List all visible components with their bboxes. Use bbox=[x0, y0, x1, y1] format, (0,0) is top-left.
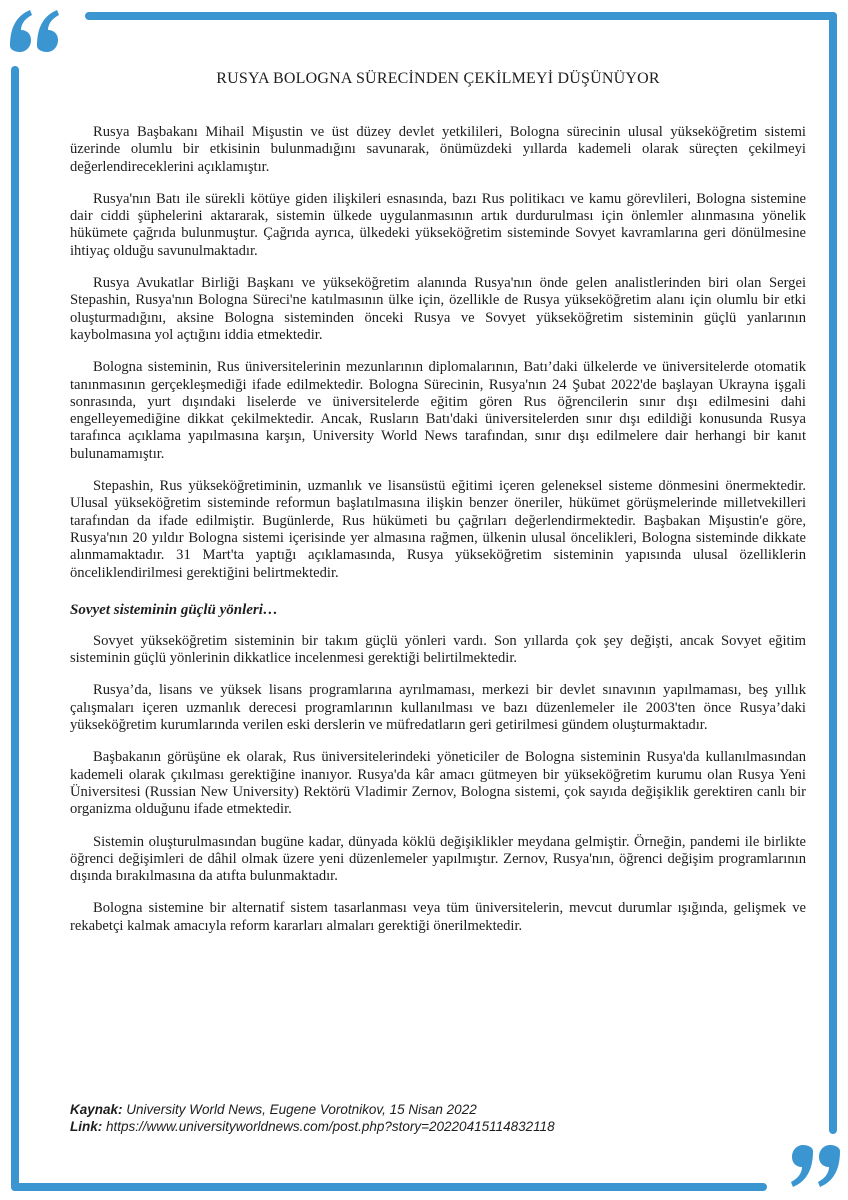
paragraph-soviet-strengths: Sovyet yükseköğretim sisteminin bir takım güçlü yönleri vardı. Son yıllarda çok şey değişti, ancak Sovyet eğitim sisteminin güçlü yönlerinin dikkatlice incelenmesi gerektiği belirtilmektedir. bbox=[70, 632, 806, 667]
paragraph-alternative: Bologna sistemine bir alternatif sistem tasarlanması veya tüm üniversitelerin, mevcut durumlar ışığında, gelişmek ve rekabetçi kalmak amacıyla reform kararları almaları gerektiği önerilmektedir. bbox=[70, 900, 806, 934]
open-quote-mark-right bbox=[37, 10, 59, 52]
close-quote-icon bbox=[784, 1143, 846, 1191]
frame-bottom-border bbox=[11, 1183, 767, 1191]
paragraph-west-relations: Rusya'nın Batı ile sürekli kötüye giden ilişkileri esnasında, bazı Rus politikacı ve kamu görevlileri, Bologna sistemine dair ciddi şüphelerini aktararak, sistemin ülkede uygulanmasının artık durdurulması için önlemler alınmasına yönelik hükümete çağrıda bulunmuştur. Çağrıda ayrıca, ülkedeki yükseköğretim sisteminde Sovyet kavramlarına geri dönülmesine ihtiyaç olduğu savunulmaktadır. bbox=[70, 190, 806, 259]
source-line bbox=[70, 1101, 770, 1118]
frame-top-border bbox=[85, 12, 837, 20]
open-quote-icon bbox=[4, 6, 66, 54]
section-heading: Sovyet sisteminin güçlü yönleri… bbox=[70, 601, 278, 618]
paragraph-stepashin-claim: Rusya Avukatlar Birliği Başkanı ve yükseköğretim alanında Rusya'nın önde gelen analistlerinden biri olan Sergei Stepashin, Rusya'nın Bologna Süreci'ne katılmasının ülke için, özellikle de Rusya yükseköğretim alanı için olumlu bir etki oluşturmadığını, aksine Bologna sisteminden önceki Rusya ve Sovyet yükseköğretim sisteminin güçlü yanlarının kaybolmasına yol açtığını iddia etmektedir. bbox=[70, 275, 806, 343]
open-quote-mark-left bbox=[10, 10, 32, 52]
close-quote-mark-left bbox=[818, 1145, 840, 1187]
source-text: University World News, Eugene Vorotnikov, 15 Nisan 2022 bbox=[126, 1102, 477, 1117]
article-body bbox=[70, 70, 806, 950]
source-label: Kaynak: bbox=[70, 1102, 123, 1117]
paragraph-stepashin-proposal: Stepashin, Rus yükseköğretiminin, uzmanlık ve lisansüstü eğitimi içeren geleneksel sisteme dönmesini önermektedir. Ulusal yükseköğretim sisteminde reformun başlatılmasına ilişkin benzer öneriler, hükümet görüşmelerinde milletvekilleri tarafından da ifade edilmiştir. Bugünlerde, Rus hükümeti bu çağrıları değerlendirmektedir. Başbakan Mişustin'e göre, Rusya'nın 20 yıldır Bologna sistemi içerisinde yer almasına rağmen, ülkenin ulusal öncelikleri, Bologna sisteminde dikkate alınmamaktadır. 31 Mart'ta yaptığı açıklamasında, Rusya yükseköğretim sisteminin yapısında ulusal özelliklerin önceliklendirilmesi gerektiğini belirtmektedir. bbox=[70, 478, 806, 581]
frame-right-border bbox=[829, 12, 837, 1134]
paragraph-diploma-recognition: Bologna sisteminin, Rus üniversitelerinin mezunlarının diplomalarının, Batı’daki ülkelerde ve üniversitelerde otomatik tanınmasının gerçekleşmediği ifade edilmektedir. Bologna Sürecinin, Rusya'nın 24 Şubat 2022'de başlayan Ukrayna işgali sonrasında, yurt dışındaki liselerde ve üniversitelerde eğitim gören Rus öğrencilerin sınır dışı edilmesini dahi engelleyemediğine dikkat çekilmektedir. Ancak, Rusların Batı'daki üniversitelerden sınır dışı edildiği konusunda Rusya tarafınca açıklama yapılmasına karşın, University World News tarafından, sınır dışı edilmelere dair herhangi bir kanıt bulunamamıştır. bbox=[70, 359, 806, 462]
paragraph-intro: Rusya Başbakanı Mihail Mişustin ve üst düzey devlet yetkilileri, Bologna sürecinin ulusal yükseköğretim sistemi üzerinde olumlu bir etkisinin bulunmadığını savunarak, önümüzdeki yıllarda kademeli olarak süreçten çekilmeyi değerlendireceklerini açıklamıştır. bbox=[70, 124, 806, 175]
link-label: Link: bbox=[70, 1119, 103, 1134]
close-quote-mark-right bbox=[791, 1145, 813, 1187]
frame-left-border bbox=[11, 66, 19, 1191]
paragraph-zernov: Başbakanın görüşüne ek olarak, Rus üniversitelerindeki yöneticiler de Bologna sisteminin Rusya'da kullanılmasından kademeli olarak çıkılması gerektiğine inanıyor. Rusya'da kâr amacı gütmeyen bir yükseköğretim kurumu olan Rusya Yeni Üniversitesi (Russian New University) Rektörü Vladimir Zernov, Bologna sistemi, çok sayıda değişiklik gerektiren canlı bir organizma olduğunu ifade etmektedir. bbox=[70, 749, 806, 818]
paragraph-agenda: Rusya’da, lisans ve yüksek lisans programlarına ayrılmaması, merkezi bir devlet sınavının yapılmaması, beş yıllık çalışmaları içeren uzmanlık derecesi programlarının kullanılması ve bazı düzenlemeler ile 2003'ten önce Rusya’daki yükseköğretim kurumlarında verilen eski derslerin ve müfredatların geri getirilmesi gündem oluşturmaktadır. bbox=[70, 682, 806, 734]
page-title: RUSYA BOLOGNA SÜRECİNDEN ÇEKİLMEYİ DÜŞÜNÜYOR bbox=[216, 70, 660, 87]
source-citation bbox=[70, 1101, 770, 1135]
link-line bbox=[70, 1118, 770, 1135]
paragraph-global-changes: Sistemin oluşturulmasından bugüne kadar, dünyada köklü değişiklikler meydana gelmiştir. Örneğin, pandemi ile birlikte öğrenci değişimleri de dâhil olmak üzere yeni düzenlemeler yapılmıştır. Zernov, Rusya'nın, öğrenci değişim programlarının dışında bırakılmasına da atıfta bulunmaktadır. bbox=[70, 833, 806, 885]
source-link[interactable]: https://www.universityworldnews.com/post.php?story=20220415114832118 bbox=[106, 1119, 555, 1134]
